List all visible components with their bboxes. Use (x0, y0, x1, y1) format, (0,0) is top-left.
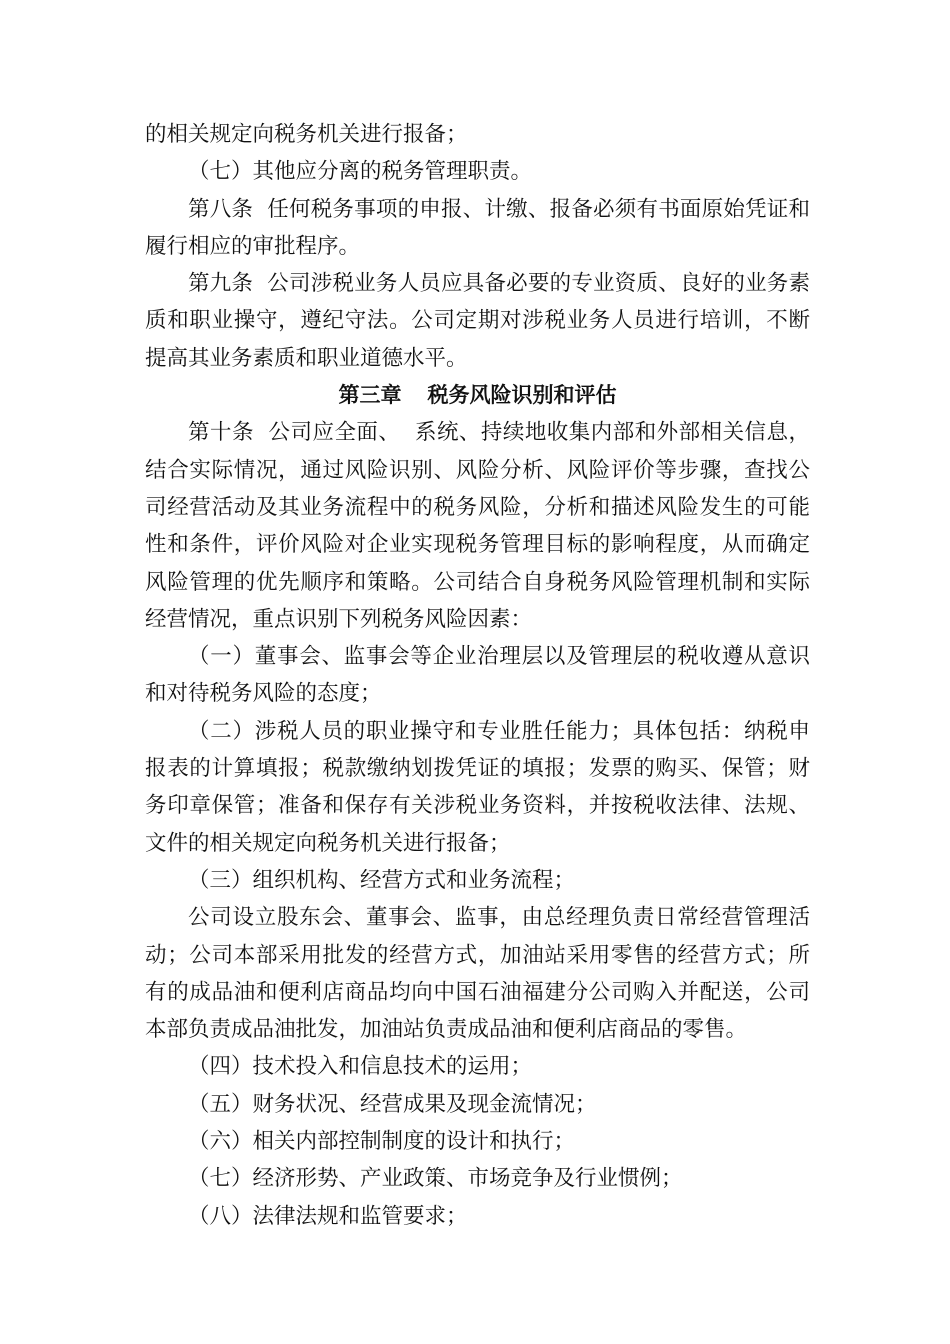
risk-factor-one: （一）董事会、监事会等企业治理层以及管理层的税收遵从意识和对待税务风险的态度； (145, 644, 810, 707)
document-body (145, 116, 810, 1235)
company-structure-paragraph: 公司设立股东会、董事会、监事，由总经理负责日常经营管理活动；公司本部采用批发的经营方式，加油站采用零售的经营方式；所有的成品油和便利店商品均向中国石油福建分公司购入并配送，公司本部负责成品油批发，加油站负责成品油和便利店商品的零售。 (145, 905, 810, 1043)
risk-factor-five: （五）财务状况、经营成果及现金流情况； (188, 1091, 597, 1117)
risk-factor-three: （三）组织机构、经营方式和业务流程； (188, 867, 576, 893)
chapter-title: 税务风险识别和评估 (427, 383, 617, 408)
risk-factor-eight: （八）法律法规和监管要求； (188, 1203, 468, 1229)
paragraph-continuation: 的相关规定向税务机关进行报备； (145, 122, 468, 147)
paragraph-item-seven: （七）其他应分离的税务管理职责。 (188, 159, 533, 185)
article-nine: 第九条 公司涉税业务人员应具备必要的专业资质、良好的业务素质和职业操守，遵纪守法。公司定期对涉税业务人员进行培训，不断提高其业务素质和职业道德水平。 (145, 271, 810, 371)
chapter-heading (145, 377, 810, 414)
risk-factor-two: （二）涉税人员的职业操守和专业胜任能力；具体包括：纳税申报表的计算填报；税款缴纳划拨凭证的填报；发票的购买、保管；财务印章保管；准备和保存有关涉税业务资料，并按税收法律、法规、文件的相关规定向税务机关进行报备； (145, 718, 810, 856)
risk-factor-six: （六）相关内部控制制度的设计和执行； (188, 1129, 576, 1155)
risk-factor-seven: （七）经济形势、产业政策、市场竞争及行业惯例； (188, 1166, 683, 1192)
chapter-number: 第三章 (338, 383, 402, 408)
article-eight: 第八条 任何税务事项的申报、计缴、报备必须有书面原始凭证和履行相应的审批程序。 (145, 196, 810, 259)
article-ten: 第十条 公司应全面、 系统、持续地收集内部和外部相关信息，结合实际情况，通过风险识别、风险分析、风险评价等步骤，查找公司经营活动及其业务流程中的税务风险，分析和描述风险发生的可能性和条件，评价风险对企业实现税务管理目标的影响程度，从而确定风险管理的优先顺序和策略。公司结合自身税务风险管理机制和实际经营情况，重点识别下列税务风险因素： (145, 420, 810, 632)
risk-factor-four: （四）技术投入和信息技术的运用； (188, 1054, 533, 1080)
